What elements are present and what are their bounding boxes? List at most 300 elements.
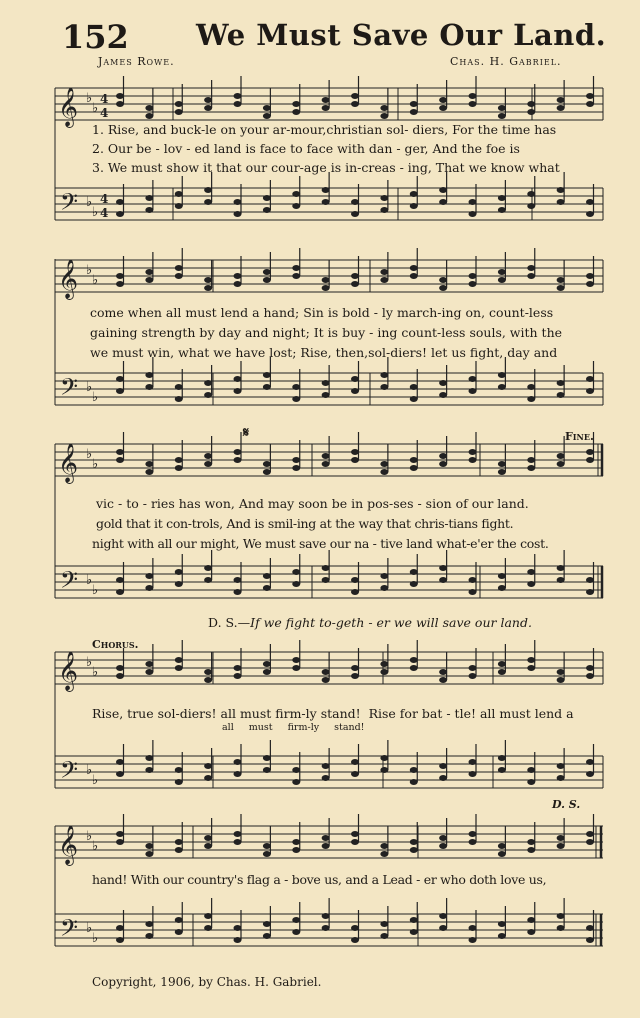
note-head [322, 913, 330, 919]
note-head [527, 569, 535, 575]
svg-text:♭: ♭ [86, 91, 93, 106]
note-head [439, 775, 447, 781]
note-head [527, 847, 535, 853]
note-head [351, 589, 359, 595]
note-head [439, 843, 447, 849]
note-head [175, 265, 183, 271]
note-head [557, 105, 565, 111]
note-head [175, 917, 183, 923]
note-head [116, 577, 124, 583]
note-head [498, 851, 506, 857]
note-head [292, 203, 300, 209]
note-head [116, 101, 124, 107]
note-head [234, 925, 242, 931]
svg-text:♭: ♭ [86, 195, 93, 210]
note-head [204, 925, 212, 931]
note-head [145, 669, 153, 675]
note-head [439, 461, 447, 467]
bass-clef-icon: 𝄢 [60, 188, 79, 221]
note-head [116, 449, 124, 455]
note-head [322, 925, 330, 931]
note-head [204, 187, 212, 193]
note-head [410, 203, 418, 209]
note-head [498, 384, 506, 390]
note-head [234, 937, 242, 943]
note-head [469, 925, 477, 931]
note-head [410, 273, 418, 279]
note-head [557, 285, 565, 291]
system-1-bass-staff [0, 170, 640, 230]
note-head [439, 380, 447, 386]
note-head [527, 839, 535, 845]
note-head [175, 465, 183, 471]
note-head [410, 465, 418, 471]
note-head [351, 199, 359, 205]
note-head [498, 585, 506, 591]
note-head [586, 101, 594, 107]
note-head [292, 101, 300, 107]
dal-segno-line [208, 615, 532, 630]
note-head [204, 669, 212, 675]
treble-notes-3 [116, 432, 594, 475]
note-head [292, 839, 300, 845]
note-head [292, 847, 300, 853]
note-head [557, 199, 565, 205]
verse-3-line-1: 3. We must show it that our cour-age is in-creas - ing, That we know what [92, 160, 560, 175]
note-head [263, 195, 271, 201]
note-head [234, 457, 242, 463]
note-head [557, 925, 565, 931]
note-head [586, 839, 594, 845]
svg-text:♭: ♭ [92, 773, 99, 788]
note-head [498, 921, 506, 927]
note-head [292, 929, 300, 935]
note-head [380, 843, 388, 849]
note-head [498, 372, 506, 378]
note-head [204, 392, 212, 398]
note-head [145, 755, 153, 761]
note-head [498, 277, 506, 283]
note-head [145, 113, 153, 119]
bass-notes-1 [116, 172, 594, 217]
ds-marker: D. S. [552, 798, 581, 811]
note-head [557, 461, 565, 467]
note-head [469, 457, 477, 463]
note-head [586, 211, 594, 217]
note-head [292, 779, 300, 785]
svg-text:♭: ♭ [86, 447, 93, 462]
note-head [498, 469, 506, 475]
note-head [439, 565, 447, 571]
note-head [380, 195, 388, 201]
note-head [322, 565, 330, 571]
svg-text:♭: ♭ [92, 583, 99, 598]
note-head [175, 457, 183, 463]
note-head [204, 277, 212, 283]
copyright-notice: Copyright, 1906, by Chas. H. Gabriel. [92, 975, 322, 989]
note-head [410, 917, 418, 923]
note-head [175, 767, 183, 773]
note-head [204, 380, 212, 386]
note-head [439, 97, 447, 103]
note-head [116, 673, 124, 679]
note-head [498, 843, 506, 849]
system-5-treble-staff [0, 808, 640, 868]
note-head [410, 657, 418, 663]
note-head [380, 384, 388, 390]
system-2-treble-staff [0, 242, 640, 302]
note-head [380, 469, 388, 475]
note-head [380, 755, 388, 761]
note-head [586, 831, 594, 837]
note-head [527, 273, 535, 279]
note-head [116, 388, 124, 394]
note-head [263, 669, 271, 675]
note-head [263, 105, 271, 111]
note-head [527, 665, 535, 671]
note-head [204, 775, 212, 781]
note-head [322, 669, 330, 675]
note-head [469, 376, 477, 382]
svg-text:4: 4 [100, 206, 109, 220]
note-head [116, 759, 124, 765]
note-head [439, 835, 447, 841]
system-1-treble-staff [0, 70, 640, 130]
note-head [527, 457, 535, 463]
note-head [557, 913, 565, 919]
note-head [263, 469, 271, 475]
note-head [557, 97, 565, 103]
note-head [234, 665, 242, 671]
note-head [204, 461, 212, 467]
note-head [527, 265, 535, 271]
note-head [116, 211, 124, 217]
svg-text:♭: ♭ [92, 101, 99, 116]
note-head [292, 457, 300, 463]
note-head [469, 577, 477, 583]
note-head [439, 763, 447, 769]
note-head [586, 281, 594, 287]
note-head [351, 937, 359, 943]
svg-text:♭: ♭ [92, 390, 99, 405]
system-5-bass-staff [0, 896, 640, 956]
note-head [145, 661, 153, 667]
note-head [175, 273, 183, 279]
note-head [469, 199, 477, 205]
note-head [292, 665, 300, 671]
note-head [234, 376, 242, 382]
note-head [410, 265, 418, 271]
note-head [116, 281, 124, 287]
bass-notes-5 [116, 898, 594, 943]
note-head [557, 835, 565, 841]
note-head [116, 376, 124, 382]
note-head [322, 577, 330, 583]
note-head [380, 585, 388, 591]
note-head [234, 759, 242, 765]
note-head [527, 767, 535, 773]
note-head [351, 101, 359, 107]
note-head [557, 669, 565, 675]
note-head [586, 577, 594, 583]
note-head [234, 673, 242, 679]
note-head [351, 759, 359, 765]
note-head [175, 847, 183, 853]
treble-notes-4 [116, 640, 594, 683]
svg-text:♭: ♭ [86, 921, 93, 936]
note-head [263, 277, 271, 283]
note-head [116, 839, 124, 845]
note-head [204, 835, 212, 841]
svg-text:𝄢: 𝄢 [60, 914, 79, 947]
treble-notes-5 [116, 814, 594, 857]
note-head [498, 113, 506, 119]
note-head [263, 933, 271, 939]
note-head [439, 277, 447, 283]
note-head [175, 384, 183, 390]
note-head [116, 93, 124, 99]
note-head [322, 285, 330, 291]
svg-text:𝄞: 𝄞 [58, 259, 79, 299]
note-head [292, 384, 300, 390]
note-head [439, 285, 447, 291]
note-head [175, 396, 183, 402]
note-head [234, 281, 242, 287]
note-head [586, 388, 594, 394]
note-head [322, 835, 330, 841]
note-head [204, 453, 212, 459]
note-head [410, 767, 418, 773]
bass-notes-2 [116, 357, 594, 402]
note-head [380, 113, 388, 119]
note-head [410, 384, 418, 390]
svg-text:𝄞: 𝄞 [58, 651, 79, 691]
note-head [557, 453, 565, 459]
note-head [234, 771, 242, 777]
system-4-treble-staff [0, 634, 640, 694]
note-head [557, 380, 565, 386]
note-head [292, 396, 300, 402]
note-head [351, 273, 359, 279]
note-head [498, 105, 506, 111]
note-head [380, 269, 388, 275]
note-head [175, 101, 183, 107]
note-head [234, 577, 242, 583]
chorus-label: Chorus. [92, 638, 139, 651]
note-head [469, 839, 477, 845]
note-head [557, 775, 565, 781]
note-head [527, 779, 535, 785]
note-head [175, 569, 183, 575]
note-head [292, 465, 300, 471]
note-head [145, 767, 153, 773]
note-head [498, 195, 506, 201]
note-head [351, 449, 359, 455]
note-head [557, 763, 565, 769]
note-head [410, 109, 418, 115]
note-head [586, 665, 594, 671]
note-head [469, 937, 477, 943]
note-head [263, 372, 271, 378]
note-head [498, 755, 506, 761]
note-head [586, 925, 594, 931]
note-head [263, 113, 271, 119]
note-head [586, 771, 594, 777]
note-head [527, 191, 535, 197]
svg-text:♭: ♭ [92, 205, 99, 220]
note-head [263, 269, 271, 275]
note-head [234, 199, 242, 205]
note-head [234, 93, 242, 99]
svg-text:♭: ♭ [86, 573, 93, 588]
note-head [380, 669, 388, 675]
note-head [351, 388, 359, 394]
note-head [263, 843, 271, 849]
svg-text:♭: ♭ [92, 839, 99, 854]
note-head [263, 661, 271, 667]
note-head [439, 199, 447, 205]
note-head [410, 665, 418, 671]
svg-text:♭: ♭ [86, 263, 93, 278]
note-head [351, 771, 359, 777]
note-head [380, 933, 388, 939]
note-head [204, 565, 212, 571]
note-head [292, 767, 300, 773]
note-head [527, 657, 535, 663]
verse-2-line-2: gaining strength by day and night; It is buy - ing count-less souls, with the [90, 325, 563, 340]
note-head [234, 589, 242, 595]
note-head [145, 461, 153, 467]
system-3-treble-staff [0, 426, 640, 486]
note-head [292, 581, 300, 587]
note-head [204, 577, 212, 583]
note-head [410, 839, 418, 845]
svg-text:♭: ♭ [92, 931, 99, 946]
note-head [116, 831, 124, 837]
note-head [410, 929, 418, 935]
note-head [292, 657, 300, 663]
note-head [469, 759, 477, 765]
system-2-bass-staff [0, 355, 640, 415]
note-head [439, 187, 447, 193]
note-head [145, 851, 153, 857]
note-head [234, 839, 242, 845]
note-head [439, 392, 447, 398]
note-head [410, 101, 418, 107]
note-head [527, 917, 535, 923]
note-head [469, 673, 477, 679]
note-head [586, 449, 594, 455]
chorus-line-1: Rise, true sol-diers! all must firm-ly stand! Rise for bat - tle! all must lend a [92, 706, 574, 721]
note-head [175, 779, 183, 785]
note-head [527, 203, 535, 209]
note-head [292, 191, 300, 197]
system-3-bass-staff [0, 548, 640, 608]
note-head [557, 277, 565, 283]
note-head [469, 589, 477, 595]
note-head [439, 105, 447, 111]
verse-2-line-1: 2. Our be - lov - ed land is face to face with dan - ger, And the foe is [92, 141, 520, 156]
note-head [116, 665, 124, 671]
note-head [116, 199, 124, 205]
svg-text:♭: ♭ [92, 665, 99, 680]
note-head [292, 109, 300, 115]
note-head [439, 577, 447, 583]
note-head [527, 581, 535, 587]
svg-text:♭: ♭ [92, 273, 99, 288]
note-head [586, 673, 594, 679]
note-head [145, 105, 153, 111]
note-head [292, 273, 300, 279]
note-head [527, 465, 535, 471]
verse-3-line-2: we must win, what we have lost; Rise, then,sol-diers! let us fight, day and [90, 345, 558, 360]
note-head [204, 285, 212, 291]
note-head [116, 273, 124, 279]
note-head [263, 585, 271, 591]
note-head [175, 203, 183, 209]
svg-text:♭: ♭ [86, 655, 93, 670]
note-head [234, 273, 242, 279]
note-head [527, 396, 535, 402]
note-head [380, 105, 388, 111]
treble-clef-icon: 𝄞 [58, 87, 79, 127]
note-head [469, 93, 477, 99]
note-head [322, 843, 330, 849]
note-head [322, 677, 330, 683]
note-head [175, 839, 183, 845]
svg-text:𝄢: 𝄢 [60, 756, 79, 789]
svg-text:𝄢: 𝄢 [60, 566, 79, 599]
note-head [234, 101, 242, 107]
note-head [380, 851, 388, 857]
note-head [410, 581, 418, 587]
note-head [527, 109, 535, 115]
note-head [439, 453, 447, 459]
note-head [322, 392, 330, 398]
note-head [469, 211, 477, 217]
note-head [322, 277, 330, 283]
note-head [498, 269, 506, 275]
note-head [380, 661, 388, 667]
note-head [322, 763, 330, 769]
note-head [557, 577, 565, 583]
note-head [380, 277, 388, 283]
note-head [204, 97, 212, 103]
note-head [351, 211, 359, 217]
verse-3-line-3: night with all our might, We must save our na - tive land what-e'er the cost. [92, 536, 549, 551]
note-head [351, 577, 359, 583]
note-head [351, 93, 359, 99]
note-head [469, 665, 477, 671]
note-head [116, 925, 124, 931]
note-head [380, 207, 388, 213]
note-head [175, 109, 183, 115]
note-head [469, 101, 477, 107]
note-head [322, 199, 330, 205]
note-head [145, 921, 153, 927]
system-4-bass-staff [0, 738, 640, 798]
note-head [145, 372, 153, 378]
verse-2-line-3: gold that it con-trols, And is smil-ing at the way that chris-tians fight. [96, 516, 514, 531]
verse-1-line-1: 1. Rise, and buck-le on your ar-mour,christian sol- diers, For the time has [92, 122, 557, 137]
composer-credit: Chas. H. Gabriel. [450, 55, 562, 68]
note-head [498, 461, 506, 467]
note-head [498, 669, 506, 675]
note-head [498, 207, 506, 213]
ds-lyric: If we fight to-geth - er we will save our land. [250, 615, 532, 630]
note-head [586, 376, 594, 382]
note-head [351, 673, 359, 679]
